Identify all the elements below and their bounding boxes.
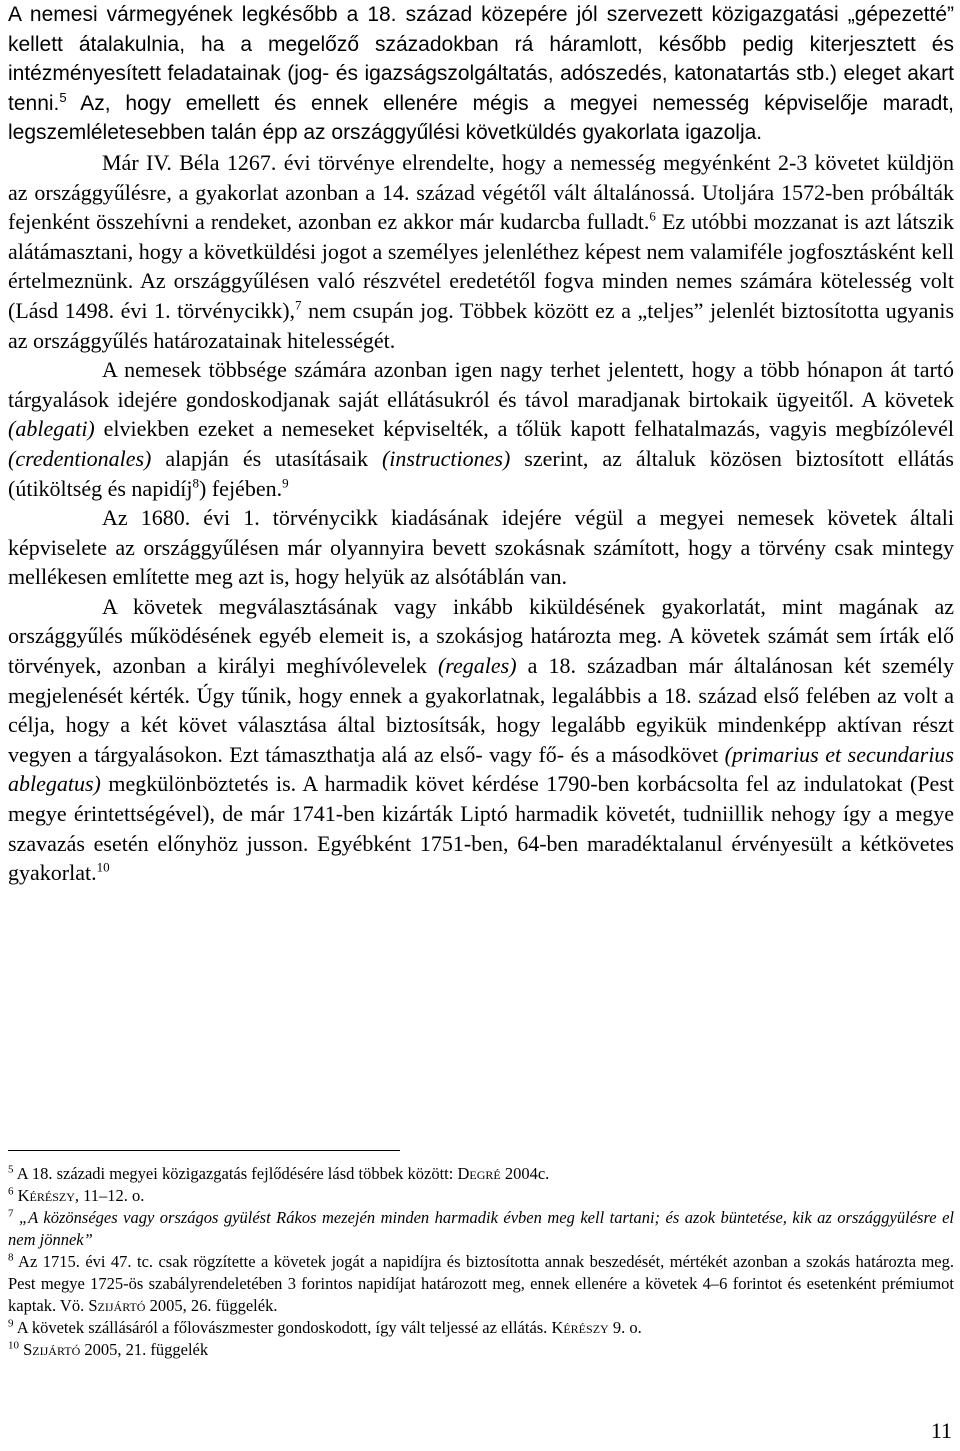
author-name: Degré xyxy=(457,1164,501,1183)
footnote-7 xyxy=(8,1207,954,1251)
paragraph-3-text-a: A nemesek többsége számára azonban igen nagy terhet jelentett, hogy a több hónapon át tartó tárgyalások idejére gondoskodjanak saját ellátásukról és távol maradjanak birtokaik ügyeitől. A követek xyxy=(8,357,954,412)
footnote-separator xyxy=(8,1150,400,1151)
paragraph-5-text-b: a 18. században már általánosan két személy megjelenését kérték. Úgy tűnik, hogy ennek a gyakorlatnak, legalábbis a 18. század első felében az volt a célja, hogy a két követ választása által biztosítsák, hogy legalább egyikük mindenképp aktívan részt vegyen a tárgyalásokon. Ezt támaszthatja alá az első- vagy fő- és a másodkövet xyxy=(8,653,954,767)
footnote-text: 2004c. xyxy=(500,1164,550,1183)
footnote-ref-10[interactable]: 10 xyxy=(96,859,110,875)
page-number: 11 xyxy=(930,1418,952,1443)
footnote-text: , 11–12. o. xyxy=(74,1186,145,1205)
footnote-number: 10 xyxy=(8,1339,19,1352)
footnote-quote: „A közönséges vagy országos gyülést Rákos mezején minden harmadik évben meg kell tartani; és azok büntetése, kik az országgyülésre el nem jönnek” xyxy=(8,1208,954,1249)
latin-term-credentionales: (credentionales) xyxy=(8,445,152,471)
footnote-ref-6[interactable]: 6 xyxy=(649,208,656,224)
author-name: Kérészy xyxy=(13,1186,75,1205)
footnotes-section xyxy=(8,1150,954,1361)
footnote-ref-5[interactable]: 5 xyxy=(59,89,67,105)
footnote-number: 6 xyxy=(8,1185,14,1198)
paragraph-2-text-b: Ez utóbbi mozzanat is azt látszik alátámasztani, hogy a követküldési jogot a személyes jelenléthez képest nem valamiféle jogfosztásként kell értelmeznünk. Az országgyűlésen való részvétel eredetétől fogva minden nemes számára kötelesség volt (Lásd 1498. évi 1. törvénycikk), xyxy=(8,209,954,323)
paragraph-5 xyxy=(8,592,954,888)
paragraph-3-text-b: elviekben ezeket a nemeseket képviselték, a tőlük kapott felhatalmazás, vagyis megbízólevél xyxy=(94,416,954,442)
paragraph-1 xyxy=(8,0,954,148)
footnote-text: Az 1715. évi 47. tc. csak rögzítette a követek jogát a napidíjra és biztosította annak beszedését, mértékét azonban a szokás határozta meg. Pest megye 1725-ös szabályrendeletében 3 forintos napidíjat határozott meg, ennek ellenére a követek 4–6 forintot és esetenként prémiumot kaptak. Vö. xyxy=(8,1252,954,1315)
document-page xyxy=(8,0,954,888)
paragraph-4 xyxy=(8,503,954,592)
paragraph-5-text-c: megkülönböztetés is. A harmadik követ kérdése 1790-ben korbácsolta fel az indulatokat (Pest megye érintettségével), de már 1741-ben kizárták Liptó harmadik követét, tudniillik nehogy így a megye szavazás esetén előnyhöz jusson. Egyébként 1751-ben, 64-ben maradéktalanul érvényesült a kétkövetes gyakorlat. xyxy=(8,771,954,886)
latin-term-regales: (regales) xyxy=(437,653,517,679)
footnote-8 xyxy=(8,1251,954,1317)
paragraph-2-text-c: nem csupán jog. Többek között ez a „teljes” jelenlét biztosította ugyanis az országgyűlés határozatainak hitelességét. xyxy=(8,297,955,353)
footnote-number: 9 xyxy=(8,1317,14,1330)
latin-term-ablegati: (ablegati) xyxy=(8,416,95,442)
latin-term-instructiones: (instructiones) xyxy=(381,445,511,471)
latin-term-primarius: (primarius et secundarius ablegatus) xyxy=(8,741,954,797)
footnote-number: 7 xyxy=(8,1207,14,1220)
author-name: Szijártó xyxy=(19,1340,81,1359)
footnote-ref-9[interactable]: 9 xyxy=(282,475,289,491)
footnote-text: 9. o. xyxy=(608,1318,642,1337)
paragraph-4-text: Az 1680. évi 1. törvénycikk kiadásának idejére végül a megyei nemesek követek általi képviselete az országgyűlésen már olyannyira bevett szokásnak számított, hogy a törvény csak mintegy mellékesen említette meg azt is, hogy helyük az alsótáblán van. xyxy=(8,505,954,590)
footnote-text: A követek szállásáról a főlovászmester gondoskodott, így vált teljessé az ellátás. xyxy=(13,1318,552,1337)
paragraph-3-text-e: ) fejében. xyxy=(199,475,283,501)
paragraph-1-text-b: Az, hogy emellett és ennek ellenére mégis a megyei nemesség képviselője maradt, legszemléletesebben talán épp az országgyűlési követküldés gyakorlata igazolja. xyxy=(8,91,954,145)
paragraph-2 xyxy=(8,148,954,355)
paragraph-2-text-a: Már IV. Béla 1267. évi törvénye elrendelte, hogy a nemesség megyénként 2-3 követet küldjön az országgyűlésre, a gyakorlat azonban a 14. század végétől vált általánossá. Utoljára 1572-ben próbálták fejenként összehívni a rendeket, azonban ez akkor már kudarcba fulladt. xyxy=(8,149,954,235)
footnote-5 xyxy=(8,1163,954,1185)
footnote-text: A 18. századi megyei közigazgatás fejlődésére lásd többek között: xyxy=(13,1164,458,1183)
footnote-ref-8[interactable]: 8 xyxy=(192,475,200,491)
footnote-9 xyxy=(8,1317,954,1339)
footnote-ref-7[interactable]: 7 xyxy=(295,297,302,313)
footnote-10 xyxy=(8,1339,954,1361)
author-name: Szijártó xyxy=(88,1296,146,1315)
footnote-6 xyxy=(8,1185,954,1207)
paragraph-3-text-d: szerint, az általuk közösen biztosított ellátás (útiköltség és napidíj xyxy=(8,445,954,501)
paragraph-1-text-a: A nemesi vármegyének legkésőbb a 18. század közepére jól szervezett közigazgatási „gépezetté” kellett átalakulnia, ha a megelőző századokban rá háramlott, később pedig kiterjesztett és intézményesített feladatainak (jog- és igazságszolgáltatás, adószedés, katonatartás stb.) eleget akart tenni. xyxy=(8,3,954,115)
footnote-text: 2005, 21. függelék xyxy=(80,1340,209,1359)
footnote-number: 5 xyxy=(8,1163,14,1176)
paragraph-5-text-a: A követek megválasztásának vagy inkább kiküldésének gyakorlatát, mint magának az országgyűlés működésének egyéb elemeit is, a szokásjog határozta meg. A követek számát sem írták elő törvények, azonban a királyi meghívólevelek xyxy=(8,593,954,679)
paragraph-3-text-c: alapján és utasításaik xyxy=(151,445,382,471)
paragraph-3 xyxy=(8,355,954,503)
author-name: Kérészy xyxy=(551,1318,609,1337)
footnote-number: 8 xyxy=(8,1251,14,1264)
footnote-text: 2005, 26. függelék. xyxy=(145,1296,278,1315)
